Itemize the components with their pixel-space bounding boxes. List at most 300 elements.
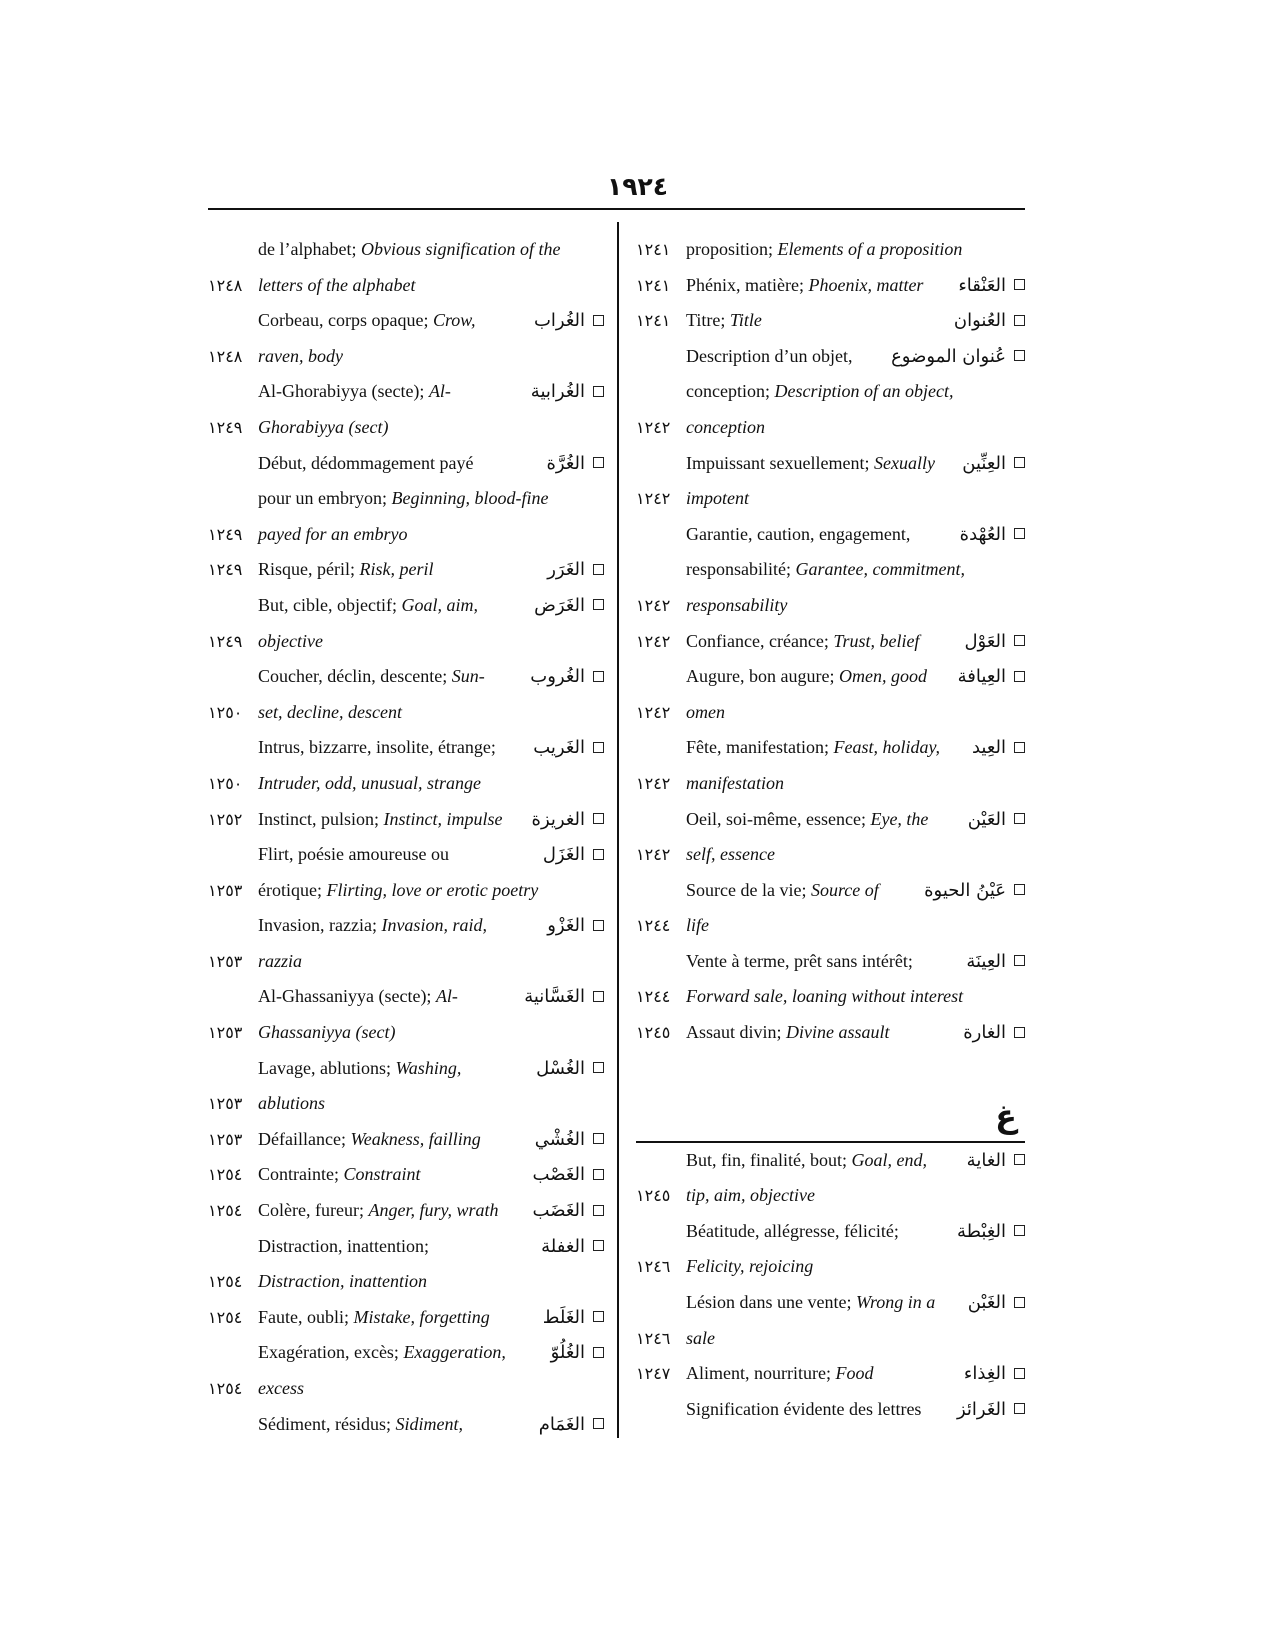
english-gloss: Exaggeration,: [403, 1342, 506, 1363]
entry-bullet-icon: [1014, 1027, 1025, 1038]
entry-line: [636, 766, 1025, 802]
entry-text: [686, 730, 940, 766]
entry-text: [686, 232, 962, 268]
page-reference: ١٢٥٠: [208, 702, 243, 722]
entry-line: [636, 1178, 1025, 1214]
arabic-headword: العِيد: [971, 737, 1006, 759]
french-gloss: Augure, bon augure;: [686, 666, 835, 687]
english-gloss: Trust, belief: [833, 630, 920, 651]
entry-line: [636, 303, 1025, 339]
arabic-term: [532, 802, 604, 838]
english-gloss: Weakness, failling: [350, 1128, 481, 1149]
entry-bullet-icon: [593, 1205, 604, 1216]
entry-text: [258, 517, 407, 553]
entry-bullet-icon: [593, 386, 604, 397]
entry-text: [258, 659, 485, 695]
page-reference: ١٢٤٢: [636, 595, 671, 615]
french-gloss: Contrainte;: [258, 1164, 339, 1185]
french-gloss: Signification évidente des lettres: [686, 1398, 922, 1419]
arabic-headword: الغَمَام: [538, 1413, 585, 1435]
entry-bullet-icon: [593, 742, 604, 753]
entry-bullet-icon: [1014, 1225, 1025, 1236]
arabic-term: [533, 1157, 604, 1193]
entry-text: [258, 1300, 490, 1336]
left-column: [208, 232, 604, 1442]
page-reference: ١٢٤٢: [636, 417, 671, 437]
entry-text: [686, 1015, 890, 1051]
entry-bullet-icon: [593, 1240, 604, 1251]
page-reference: ١٢٥٤: [208, 1165, 243, 1185]
arabic-headword: الغريزة: [531, 808, 585, 830]
entry-bullet-icon: [593, 1347, 604, 1358]
entry-text: [258, 1407, 463, 1443]
page-reference: ١٢٤٦: [636, 1328, 671, 1348]
entry-text: [258, 695, 402, 731]
arabic-headword: الغُشْي: [534, 1128, 585, 1150]
english-gloss: raven, body: [258, 345, 343, 366]
entry-text: [258, 1264, 427, 1300]
english-gloss: Food: [835, 1363, 874, 1384]
arabic-term: [539, 1407, 604, 1443]
french-gloss: Al-Ghassaniyya (secte);: [258, 986, 432, 1007]
entry-bullet-icon: [1014, 742, 1025, 753]
entry-line: [208, 1300, 604, 1336]
entry-line: [208, 730, 604, 766]
entry-line: [636, 908, 1025, 944]
column-divider: [617, 222, 619, 1438]
french-gloss: Aliment, nourriture;: [686, 1363, 831, 1384]
english-gloss: sale: [686, 1327, 715, 1348]
french-gloss: Al-Ghorabiyya (secte);: [258, 381, 425, 402]
entry-text: [258, 1086, 325, 1122]
arabic-term: [968, 1285, 1025, 1321]
arabic-term: [962, 446, 1025, 482]
french-gloss: Garantie, caution, engagement,: [686, 523, 911, 544]
english-gloss: Sidiment,: [395, 1413, 463, 1434]
entry-text: [258, 979, 458, 1015]
arabic-term: [530, 659, 604, 695]
page-reference: ١٢٥٣: [208, 1094, 243, 1114]
french-gloss: Invasion, razzia;: [258, 915, 377, 936]
entry-bullet-icon: [593, 1133, 604, 1144]
entry-line: [208, 232, 604, 268]
entry-line: [636, 446, 1025, 482]
right-column-entries-top: [636, 232, 1025, 1051]
entry-bullet-icon: [593, 564, 604, 575]
arabic-term: [964, 624, 1025, 660]
arabic-headword: العَيْن: [967, 808, 1006, 830]
right-column-entries-bottom: [636, 1143, 1025, 1428]
english-gloss: Felicity, rejoicing: [686, 1256, 814, 1277]
entry-line: [636, 695, 1025, 731]
entry-text: [258, 588, 478, 624]
entry-bullet-icon: [1014, 528, 1025, 539]
arabic-headword: الغَزْو: [547, 915, 585, 937]
entry-text: [686, 766, 784, 802]
entry-line: [208, 766, 604, 802]
entry-line: [636, 588, 1025, 624]
english-gloss: Forward sale, loaning without interest: [686, 986, 964, 1007]
entry-line: [636, 339, 1025, 375]
english-gloss: Goal, aim,: [401, 594, 478, 615]
page-reference: ١٢٥٤: [208, 1307, 243, 1327]
arabic-headword: العَوْل: [964, 630, 1006, 652]
entry-line: [208, 588, 604, 624]
arabic-headword: العُنوان: [953, 310, 1006, 332]
arabic-term: [535, 1122, 604, 1158]
entry-text: [686, 1356, 873, 1392]
english-gloss: Distraction, inattention: [258, 1271, 427, 1292]
french-gloss: proposition;: [686, 239, 774, 259]
entry-bullet-icon: [593, 1418, 604, 1429]
french-gloss: Risque, péril;: [258, 559, 355, 580]
page-reference: ١٢٤٩: [208, 417, 243, 437]
page-reference: ١٢٥٣: [208, 1023, 243, 1043]
arabic-headword: الغاية: [966, 1149, 1006, 1171]
english-gloss: Obvious signification of the: [360, 239, 561, 259]
french-gloss: Coucher, déclin, descente;: [258, 666, 448, 687]
arabic-term: [534, 588, 604, 624]
english-gloss: omen: [686, 701, 725, 722]
page-number: ١٩٢٤: [606, 172, 669, 201]
english-gloss: Instinct, impulse: [383, 808, 503, 829]
entry-line: [208, 517, 604, 553]
entry-bullet-icon: [593, 457, 604, 468]
entry-line: [208, 659, 604, 695]
entry-bullet-icon: [593, 920, 604, 931]
arabic-term: [960, 517, 1025, 553]
entry-line: [208, 1015, 604, 1051]
entry-line: [636, 1015, 1025, 1051]
english-gloss: Source of: [810, 879, 879, 900]
arabic-headword: الغَسَّانية: [524, 986, 585, 1008]
entry-text: [686, 268, 923, 304]
entry-bullet-icon: [1014, 315, 1025, 326]
arabic-term: [966, 944, 1025, 980]
page-reference: ١٢٤٩: [208, 631, 243, 651]
page-reference: ١٢٤١: [636, 275, 671, 295]
english-gloss: manifestation: [686, 772, 784, 793]
entry-line: [208, 1193, 604, 1229]
french-gloss: Distraction, inattention;: [258, 1235, 429, 1256]
page-reference: ١٢٤٧: [636, 1364, 671, 1384]
entry-text: [258, 446, 473, 482]
english-gloss: Anger, fury, wrath: [368, 1200, 499, 1221]
entry-line: [636, 410, 1025, 446]
french-gloss: responsabilité;: [686, 559, 791, 580]
english-gloss: Feast, holiday,: [833, 737, 940, 758]
entry-line: [636, 624, 1025, 660]
page-reference: ١٢٥٣: [208, 951, 243, 971]
french-gloss: érotique;: [258, 879, 322, 900]
arabic-term: [531, 374, 604, 410]
arabic-headword: الغُرَّة: [546, 452, 585, 474]
page-reference: ١٢٤٢: [636, 702, 671, 722]
english-gloss: Risk, peril: [359, 559, 434, 580]
french-gloss: Béatitude, allégresse, félicité;: [686, 1220, 899, 1241]
section-letter-heading: [636, 1087, 1025, 1143]
english-gloss: Constraint: [343, 1164, 421, 1185]
arabic-headword: الغَزَل: [542, 844, 585, 866]
arabic-headword: الغُسْل: [536, 1057, 585, 1079]
entry-bullet-icon: [1014, 635, 1025, 646]
entry-text: [258, 1015, 395, 1051]
page-reference: ١٢٥٣: [208, 880, 243, 900]
page-reference: ١٢٥٤: [208, 1379, 243, 1398]
french-gloss: Assaut divin;: [686, 1022, 782, 1043]
arabic-term: [958, 659, 1025, 695]
arabic-headword: العَنْقاء: [958, 274, 1006, 296]
entry-bullet-icon: [1014, 350, 1025, 361]
entry-line: [636, 552, 1025, 588]
right-column: [636, 232, 1025, 1427]
entry-text: [258, 802, 503, 838]
entry-bullet-icon: [1014, 955, 1025, 966]
entry-text: [686, 1285, 935, 1321]
entry-line: [208, 1157, 604, 1193]
entry-line: [636, 268, 1025, 304]
arabic-headword: الغُروب: [530, 666, 585, 688]
entry-line: [208, 979, 604, 1015]
entry-bullet-icon: [1014, 813, 1025, 824]
entry-line: [636, 837, 1025, 873]
english-gloss: Intruder, odd, unusual, strange: [258, 772, 482, 793]
entry-text: [258, 873, 538, 909]
page-reference: ١٢٥٤: [208, 1201, 243, 1221]
entry-text: [258, 374, 451, 410]
arabic-term: [547, 552, 604, 588]
entry-bullet-icon: [593, 671, 604, 682]
entry-line: [208, 268, 604, 304]
page-reference: ١٢٥٣: [208, 1129, 243, 1149]
french-gloss: Fête, manifestation;: [686, 737, 829, 758]
entry-bullet-icon: [1014, 884, 1025, 895]
entry-text: [258, 1229, 429, 1265]
entry-text: [686, 802, 928, 838]
english-gloss: Title: [729, 310, 762, 331]
arabic-term: [967, 1143, 1025, 1179]
arabic-headword: الغُلُوّ: [550, 1342, 585, 1364]
entry-line: [208, 837, 604, 873]
english-gloss: Ghassaniyya (sect): [258, 1022, 396, 1043]
arabic-term: [957, 1214, 1025, 1250]
entry-text: [686, 695, 725, 731]
entry-text: [258, 481, 548, 517]
entry-line: [208, 410, 604, 446]
entry-line: [636, 873, 1025, 909]
entry-line: [208, 873, 604, 909]
english-gloss: Elements of a proposition: [777, 239, 963, 259]
entry-text: [686, 944, 913, 980]
entry-text: [686, 837, 775, 873]
french-gloss: Source de la vie;: [686, 879, 807, 900]
english-gloss: Goal, end,: [851, 1149, 927, 1170]
entry-line: [208, 1051, 604, 1087]
arabic-headword: الغُراب: [533, 310, 585, 332]
french-gloss: Exagération, excès;: [258, 1342, 399, 1363]
entry-text: [258, 1051, 461, 1087]
entry-text: [686, 410, 765, 446]
entry-text: [686, 1249, 813, 1285]
entry-line: [636, 481, 1025, 517]
french-gloss: But, cible, objectif;: [258, 594, 397, 615]
arabic-term: [543, 837, 604, 873]
entry-text: [258, 552, 434, 588]
french-gloss: Confiance, créance;: [686, 630, 829, 651]
entry-text: [258, 232, 560, 268]
arabic-term: [972, 730, 1025, 766]
arabic-headword: الغَبْن: [967, 1292, 1006, 1314]
entry-line: [636, 1321, 1025, 1357]
entry-line: [636, 1143, 1025, 1179]
page-reference: ١٢٤٩: [208, 524, 243, 544]
french-gloss: Instinct, pulsion;: [258, 808, 379, 829]
english-gloss: Beginning, blood-fine: [391, 488, 549, 509]
english-gloss: Ghorabiyya (sect): [258, 416, 389, 437]
entry-text: [686, 624, 919, 660]
english-gloss: Flirting, love or erotic poetry: [326, 879, 539, 900]
french-gloss: Intrus, bizzarre, insolite, étrange;: [258, 737, 496, 758]
entry-text: [258, 1157, 421, 1193]
page-reference: ١٢٤٤: [636, 916, 671, 936]
entry-text: [686, 588, 787, 624]
english-gloss: letters of the alphabet: [258, 274, 416, 295]
french-gloss: Description d’un objet,: [686, 345, 853, 366]
entry-text: [686, 339, 852, 375]
entry-line: [636, 1356, 1025, 1392]
english-gloss: impotent: [686, 488, 749, 509]
arabic-term: [533, 1193, 604, 1229]
entry-line: [208, 481, 604, 517]
french-gloss: Oeil, soi-même, essence;: [686, 808, 866, 829]
arabic-headword: الغُرابية: [530, 381, 585, 403]
arabic-term: [534, 303, 604, 339]
page-reference: ١٢٥٢: [208, 809, 243, 829]
entry-text: [686, 552, 965, 588]
entry-bullet-icon: [593, 1062, 604, 1073]
english-gloss: Phoenix, matter: [808, 274, 924, 295]
page-reference: ١٢٤٢: [636, 845, 671, 865]
entry-line: [636, 1392, 1025, 1428]
french-gloss: Titre;: [686, 310, 726, 331]
page-reference: ١٢٤٤: [636, 987, 671, 1007]
french-gloss: Début, dédommagement payé: [258, 452, 474, 473]
entry-bullet-icon: [593, 991, 604, 1002]
english-gloss: Garantee, commitment,: [795, 559, 965, 580]
arabic-term: [543, 1300, 604, 1336]
arabic-term: [547, 908, 604, 944]
arabic-term: [551, 1335, 604, 1371]
entry-line: [636, 979, 1025, 1015]
english-gloss: payed for an embryo: [258, 523, 408, 544]
entry-line: [636, 659, 1025, 695]
english-gloss: Al-: [435, 986, 458, 1007]
entry-line: [208, 1264, 604, 1300]
entry-line: [208, 1407, 604, 1443]
arabic-term: [541, 1229, 604, 1265]
entry-line: [208, 446, 604, 482]
entry-line: [636, 730, 1025, 766]
entry-text: [686, 979, 963, 1015]
entry-text: [686, 1321, 715, 1357]
french-gloss: Défaillance;: [258, 1128, 346, 1149]
english-gloss: Sun-: [451, 666, 485, 687]
entry-line: [208, 1086, 604, 1122]
arabic-headword: الغَرَر: [547, 559, 585, 581]
arabic-headword: الغَرائز: [956, 1398, 1006, 1420]
arabic-term: [533, 730, 604, 766]
entry-bullet-icon: [1014, 279, 1025, 290]
arabic-term: [954, 303, 1025, 339]
page-reference: ١٢٤١: [636, 311, 671, 331]
entry-bullet-icon: [593, 599, 604, 610]
entry-line: [636, 802, 1025, 838]
entry-text: [686, 659, 927, 695]
arabic-headword: الغِذاء: [963, 1363, 1006, 1385]
english-gloss: ablutions: [258, 1093, 326, 1114]
section-letter: غ: [995, 1096, 1017, 1135]
entry-line: [636, 1214, 1025, 1250]
arabic-term: [964, 1356, 1025, 1392]
french-gloss: Vente à terme, prêt sans intérêt;: [686, 950, 913, 971]
page-reference: ١٢٥٤: [208, 1272, 243, 1292]
english-gloss: Omen, good: [838, 666, 927, 687]
arabic-term: [524, 979, 604, 1015]
arabic-headword: الغارة: [963, 1022, 1006, 1044]
english-gloss: excess: [258, 1378, 304, 1398]
entry-line: [208, 374, 604, 410]
english-gloss: life: [686, 915, 709, 936]
entry-text: [258, 268, 415, 304]
entry-text: [258, 1335, 506, 1371]
arabic-term: [536, 1051, 604, 1087]
entry-line: [636, 1249, 1025, 1285]
english-gloss: Wrong in a: [855, 1292, 936, 1313]
entry-line: [208, 552, 604, 588]
french-gloss: Impuissant sexuellement;: [686, 452, 870, 473]
arabic-term: [546, 446, 604, 482]
english-gloss: conception: [686, 416, 765, 437]
entry-text: [686, 908, 709, 944]
page-reference: ١٢٤٩: [208, 560, 243, 580]
arabic-headword: الغَضَب: [532, 1200, 585, 1222]
entry-line: [208, 695, 604, 731]
entry-text: [258, 730, 496, 766]
french-gloss: Sédiment, résidus;: [258, 1413, 391, 1434]
entry-bullet-icon: [593, 813, 604, 824]
english-gloss: Invasion, raid,: [381, 915, 487, 936]
english-gloss: Divine assault: [786, 1022, 890, 1043]
entry-bullet-icon: [1014, 1297, 1025, 1308]
english-gloss: Eye, the: [870, 808, 929, 829]
entry-bullet-icon: [1014, 671, 1025, 682]
page-reference: ١٢٤٦: [636, 1257, 671, 1277]
french-gloss: Phénix, matière;: [686, 274, 804, 295]
entry-text: [258, 944, 302, 980]
entry-text: [258, 339, 343, 375]
entry-text: [686, 873, 879, 909]
page-reference: ١٢٤١: [636, 240, 671, 259]
entry-line: [636, 374, 1025, 410]
arabic-term: [958, 268, 1025, 304]
entry-text: [258, 1371, 304, 1407]
arabic-headword: العُهْدة: [959, 523, 1006, 545]
english-gloss: objective: [258, 630, 323, 651]
arabic-headword: الغَريب: [533, 737, 585, 759]
entry-text: [686, 1143, 927, 1179]
french-gloss: de l’alphabet;: [258, 239, 357, 259]
arabic-headword: الغَلَط: [542, 1306, 585, 1328]
